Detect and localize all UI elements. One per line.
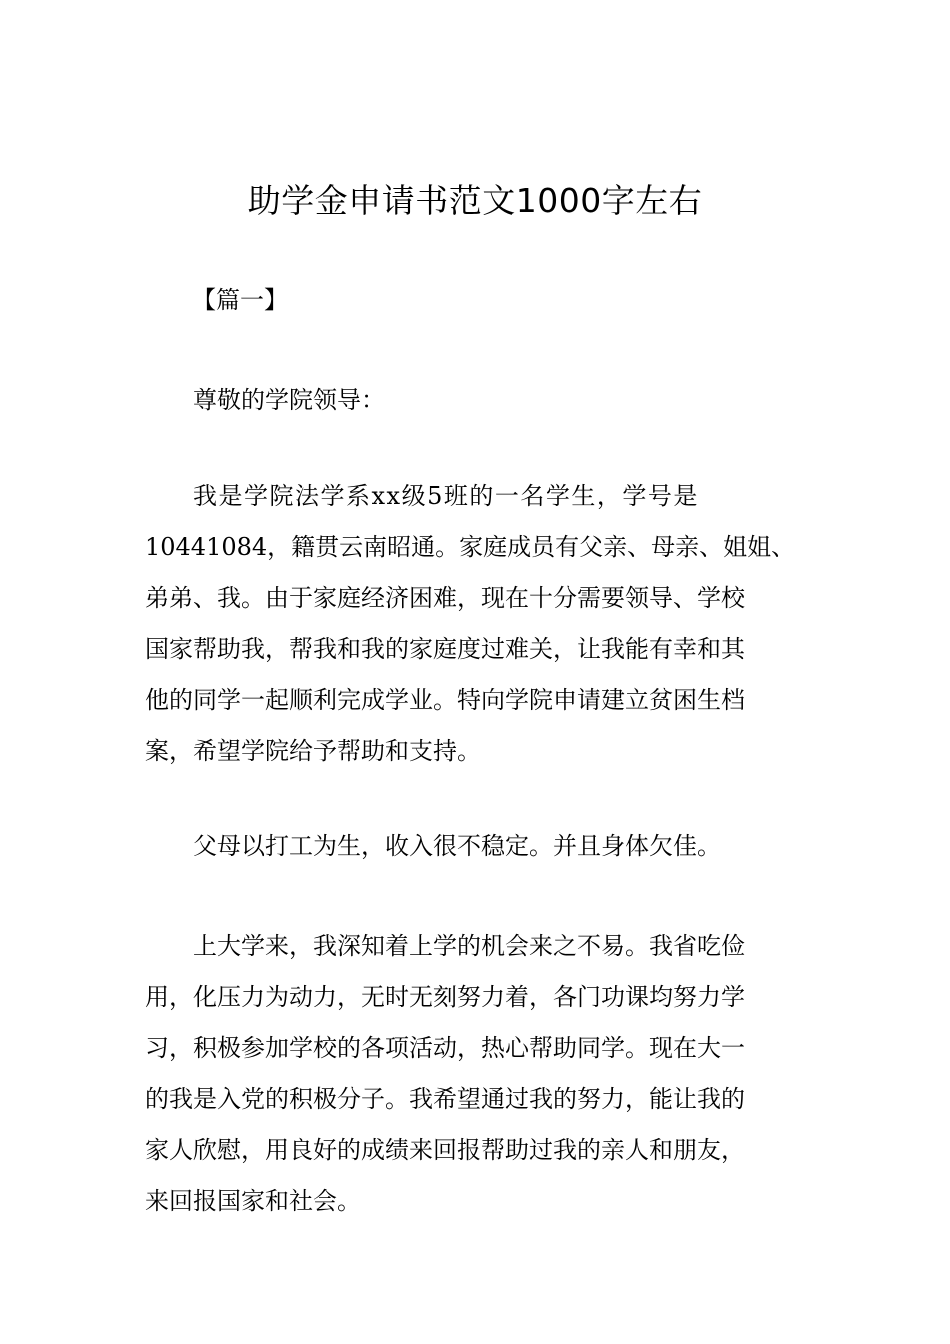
paragraph-line: 国家帮助我，帮我和我的家庭度过难关，让我能有幸和其 (145, 635, 745, 663)
paragraph-line: 用，化压力为动力，无时无刻努力着，各门功课均努力学 (145, 983, 745, 1011)
section-label: 【篇一】 (192, 286, 288, 314)
document-title: 助学金申请书范文1000字左右 (247, 181, 703, 220)
greeting: 尊敬的学院领导： (193, 386, 385, 414)
paragraph-line: 他的同学一起顺利完成学业。特向学院申请建立贫困生档 (145, 686, 745, 714)
paragraph-line: 父母以打工为生，收入很不稳定。并且身体欠佳。 (193, 832, 721, 860)
paragraph-line: 来回报国家和社会。 (145, 1187, 361, 1215)
paragraph-line: 我是学院法学系xx级5班的一名学生，学号是 (193, 482, 699, 510)
paragraph-line: 案，希望学院给予帮助和支持。 (145, 737, 481, 765)
paragraph-line: 上大学来，我深知着上学的机会来之不易。我省吃俭 (193, 932, 745, 960)
paragraph-line: 10441084，籍贯云南昭通。家庭成员有父亲、母亲、姐姐、 (145, 533, 796, 561)
paragraph-2 (145, 821, 810, 872)
paragraph-line: 的我是入党的积极分子。我希望通过我的努力，能让我的 (145, 1085, 745, 1113)
paragraph-3 (145, 921, 810, 1227)
paragraph-line: 习，积极参加学校的各项活动，热心帮助同学。现在大一 (145, 1034, 745, 1062)
paragraph-line: 弟弟、我。由于家庭经济困难，现在十分需要领导、学校 (145, 584, 745, 612)
paragraph-1 (145, 471, 810, 777)
paragraph-line: 家人欣慰，用良好的成绩来回报帮助过我的亲人和朋友， (145, 1136, 745, 1164)
